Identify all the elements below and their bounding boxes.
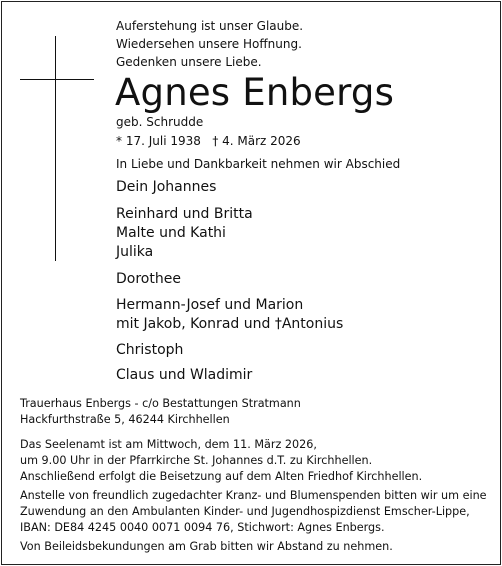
motto-line: Wiedersehen unsere Hoffnung. — [116, 37, 302, 51]
funeral-home-name: Trauerhaus Enbergs - c/o Bestattungen Stratmann — [20, 397, 301, 410]
motto-line: Auferstehung ist unser Glaube. — [116, 19, 304, 33]
donation-info-line: Zuwendung an den Ambulanten Kinder- und Jugendhospizdienst Emscher-Lippe, — [20, 505, 470, 518]
family-line: mit Jakob, Konrad und †Antonius — [116, 316, 344, 332]
family-line: Christoph — [116, 342, 184, 358]
life-dates: * 17. Juli 1938 † 4. März 2026 — [116, 134, 301, 148]
farewell-intro: In Liebe und Dankbarkeit nehmen wir Abschied — [116, 157, 401, 171]
deceased-name: Agnes Enbergs — [115, 71, 395, 114]
motto-line: Gedenken unsere Liebe. — [116, 55, 262, 69]
service-info-line: um 9.00 Uhr in der Pfarrkirche St. Johannes d.T. zu Kirchhellen. — [20, 454, 373, 467]
cross-icon-bar — [20, 79, 94, 80]
family-line: Reinhard und Britta — [116, 206, 253, 222]
cross-icon — [55, 36, 56, 261]
family-line: Julika — [116, 244, 154, 260]
family-line: Dein Johannes — [116, 179, 217, 195]
birth-name: geb. Schrudde — [116, 115, 204, 129]
funeral-home-address: Hackfurthstraße 5, 46244 Kirchhellen — [20, 413, 230, 426]
donation-info-line: Anstelle von freundlich zugedachter Kranz- und Blumenspenden bitten wir um eine — [20, 489, 487, 502]
family-line: Malte und Kathi — [116, 225, 226, 241]
donation-info-line: IBAN: DE84 4245 0040 0071 0094 76, Stichwort: Agnes Enbergs. — [20, 521, 385, 534]
family-line: Dorothee — [116, 271, 181, 287]
family-line: Claus und Wladimir — [116, 367, 253, 383]
condolence-note: Von Beileidsbekundungen am Grab bitten wir Abstand zu nehmen. — [20, 540, 393, 553]
service-info-line: Anschließend erfolgt die Beisetzung auf dem Alten Friedhof Kirchhellen. — [20, 470, 423, 483]
obituary-notice — [1, 1, 501, 565]
family-line: Hermann-Josef und Marion — [116, 297, 304, 313]
service-info-line: Das Seelenamt ist am Mittwoch, dem 11. März 2026, — [20, 438, 317, 451]
